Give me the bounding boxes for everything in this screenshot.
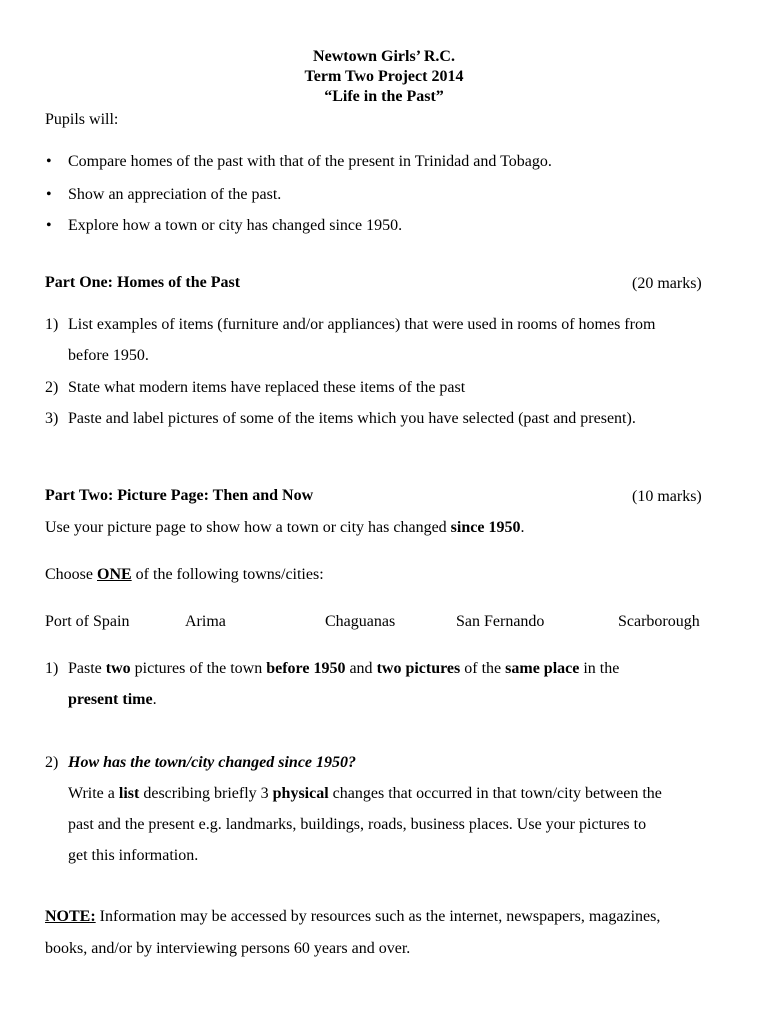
school-name: Newtown Girls’ R.C. <box>313 48 455 65</box>
town-option: San Fernando <box>456 613 545 630</box>
text-run: describing briefly 3 <box>139 785 273 802</box>
item-text-continued: past and the present e.g. landmarks, buildings, roads, business places. Use your pictures to <box>68 816 647 833</box>
item-text-continued <box>68 691 157 709</box>
emphasis-text: since 1950 <box>450 519 521 536</box>
emphasis-text: physical <box>272 785 329 802</box>
town-option: Scarborough <box>618 613 700 630</box>
bullet-icon: • <box>46 217 52 234</box>
item-number: 3) <box>45 410 59 427</box>
bullet-icon: • <box>46 153 52 170</box>
emphasis-text: before 1950 <box>266 660 346 677</box>
intro-text: Use your picture page to show how a town or city has changed <box>45 519 451 536</box>
bullet-text: Explore how a town or city has changed since 1950. <box>68 217 403 234</box>
text-run: pictures of the town <box>130 660 267 677</box>
item-text-continued: before 1950. <box>68 347 149 364</box>
intro-text-end: . <box>520 519 525 536</box>
choose-instruction <box>45 566 324 584</box>
part-two-title: Part Two: Picture Page: Then and Now <box>45 487 314 504</box>
emphasis-text: ONE <box>97 566 132 583</box>
bullet-icon: • <box>46 186 52 203</box>
item-text-continued: get this information. <box>68 847 199 864</box>
text-run: Write a <box>68 785 119 802</box>
item-number: 2) <box>45 754 59 771</box>
note <box>45 908 660 926</box>
item-text: Paste and label pictures of some of the items which you have selected (past and present). <box>68 410 636 427</box>
note-text: Information may be accessed by resources such as the internet, newspapers, magazines, <box>95 908 661 925</box>
bullet-text: Compare homes of the past with that of the present in Trinidad and Tobago. <box>68 153 552 170</box>
part-two-intro <box>45 519 524 537</box>
intro-label: Pupils will: <box>45 111 119 128</box>
question-text: How has the town/city changed since 1950? <box>68 754 357 771</box>
text-run: and <box>345 660 377 677</box>
project-theme: “Life in the Past” <box>324 88 444 105</box>
item-text <box>68 660 619 678</box>
note-text-continued: books, and/or by interviewing persons 60 years and over. <box>45 940 411 957</box>
emphasis-text: two pictures <box>376 660 461 677</box>
item-text <box>68 785 662 803</box>
town-option: Chaguanas <box>325 613 396 630</box>
bullet-text: Show an appreciation of the past. <box>68 186 282 203</box>
text-run: of the <box>460 660 506 677</box>
choose-text: Choose <box>45 566 97 583</box>
text-run: in the <box>579 660 620 677</box>
town-option: Port of Spain <box>45 613 130 630</box>
note-label: NOTE: <box>45 908 96 925</box>
part-two-marks: (10 marks) <box>632 488 702 505</box>
item-number: 1) <box>45 660 59 677</box>
part-one-title: Part One: Homes of the Past <box>45 274 241 291</box>
emphasis-text: two <box>105 660 131 677</box>
project-title: Term Two Project 2014 <box>304 68 464 85</box>
text-run: changes that occurred in that town/city between the <box>328 785 662 802</box>
emphasis-text: present time <box>68 691 153 708</box>
emphasis-text: same place <box>505 660 580 677</box>
part-one-marks: (20 marks) <box>632 275 702 292</box>
choose-text-end: of the following towns/cities: <box>131 566 324 583</box>
emphasis-text: list <box>118 785 140 802</box>
item-number: 1) <box>45 316 59 333</box>
town-option: Arima <box>185 613 226 630</box>
text-run: . <box>152 691 157 708</box>
item-text: List examples of items (furniture and/or appliances) that were used in rooms of homes from <box>68 316 656 333</box>
item-text: State what modern items have replaced these items of the past <box>68 379 466 396</box>
text-run: Paste <box>68 660 106 677</box>
item-number: 2) <box>45 379 59 396</box>
